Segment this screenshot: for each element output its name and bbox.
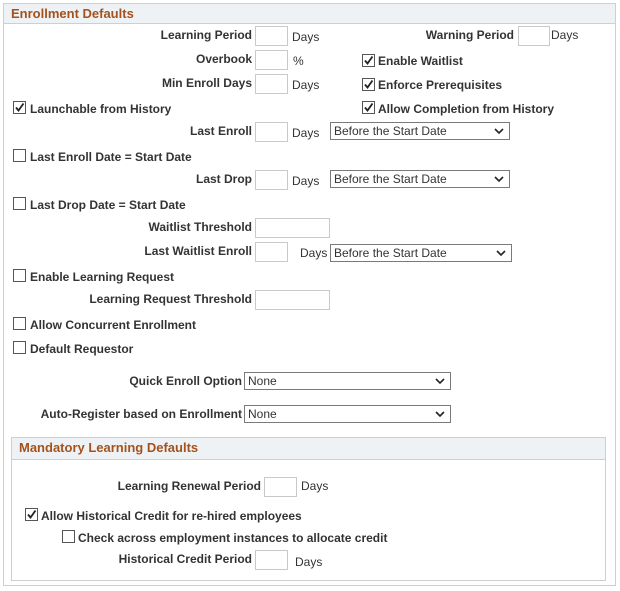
last-drop-label: Last Drop [195,172,252,186]
last-enroll-input[interactable] [255,122,288,142]
quick-enroll-option-label: Quick Enroll Option [129,374,242,388]
warning-period-label: Warning Period [425,28,514,42]
learning-period-input[interactable] [255,26,288,46]
last-drop-date-eq-start-label: Last Drop Date = Start Date [30,198,186,212]
learning-period-unit: Days [292,30,320,44]
enable-waitlist-checkbox[interactable] [362,54,375,67]
allow-completion-from-history-label: Allow Completion from History [378,102,555,116]
default-requestor-checkbox[interactable] [13,341,26,354]
last-waitlist-enroll-label: Last Waitlist Enroll [144,244,252,258]
learning-renewal-period-unit: Days [301,479,329,493]
last-waitlist-enroll-timing-select[interactable] [330,244,512,262]
chevron-down-icon [494,171,504,187]
chevron-down-icon [435,373,445,389]
historical-credit-period-input[interactable] [255,550,288,570]
mandatory-learning-defaults-header: Mandatory Learning Defaults [12,438,605,460]
enable-learning-request-checkbox[interactable] [13,269,26,282]
quick-enroll-option-value: None [248,374,277,388]
launchable-from-history-label: Launchable from History [30,102,172,116]
check-across-employment-label: Check across employment instances to allocate credit [78,531,388,545]
enable-learning-request-label: Enable Learning Request [30,270,175,284]
enable-waitlist-label: Enable Waitlist [378,54,463,68]
check-across-employment-checkbox[interactable] [62,530,75,543]
enrollment-defaults-header: Enrollment Defaults [4,4,615,24]
last-drop-date-eq-start-checkbox[interactable] [13,197,26,210]
last-drop-timing-select[interactable] [330,170,510,188]
overbook-unit: % [293,54,304,68]
warning-period-input[interactable] [518,26,550,46]
last-enroll-unit: Days [292,126,320,140]
allow-completion-from-history-checkbox[interactable] [362,101,375,114]
last-enroll-timing-value: Before the Start Date [334,124,447,138]
historical-credit-period-label: Historical Credit Period [118,552,252,566]
learning-period-label: Learning Period [160,28,252,42]
allow-historical-credit-label: Allow Historical Credit for re-hired employees [41,509,302,523]
learning-renewal-period-label: Learning Renewal Period [117,479,261,493]
min-enroll-days-label: Min Enroll Days [161,76,252,90]
quick-enroll-option-select[interactable] [244,372,451,390]
auto-register-select[interactable] [244,405,451,423]
chevron-down-icon [494,123,504,139]
checkmark-icon [26,509,37,520]
last-enroll-label: Last Enroll [189,124,252,138]
last-waitlist-enroll-timing-value: Before the Start Date [334,246,447,260]
warning-period-unit: Days [551,28,579,42]
allow-concurrent-enrollment-checkbox[interactable] [13,317,26,330]
enforce-prerequisites-checkbox[interactable] [362,78,375,91]
overbook-input[interactable] [255,50,288,70]
last-drop-input[interactable] [255,170,288,190]
last-drop-unit: Days [292,174,320,188]
overbook-label: Overbook [195,52,252,66]
checkmark-icon [363,79,374,90]
waitlist-threshold-input[interactable] [255,218,330,238]
last-drop-timing-value: Before the Start Date [334,172,447,186]
auto-register-label: Auto-Register based on Enrollment [40,407,242,421]
checkmark-icon [363,102,374,113]
checkmark-icon [14,102,25,113]
last-enroll-timing-select[interactable] [330,122,510,140]
min-enroll-days-unit: Days [292,78,320,92]
waitlist-threshold-label: Waitlist Threshold [148,220,252,234]
chevron-down-icon [496,245,506,261]
learning-request-threshold-label: Learning Request Threshold [89,292,252,306]
min-enroll-days-input[interactable] [255,74,288,94]
chevron-down-icon [435,406,445,422]
last-enroll-date-eq-start-checkbox[interactable] [13,149,26,162]
auto-register-value: None [248,407,277,421]
last-enroll-date-eq-start-label: Last Enroll Date = Start Date [30,150,192,164]
default-requestor-label: Default Requestor [30,342,134,356]
allow-historical-credit-checkbox[interactable] [25,508,38,521]
allow-concurrent-enrollment-label: Allow Concurrent Enrollment [30,318,197,332]
learning-renewal-period-input[interactable] [264,477,297,497]
learning-request-threshold-input[interactable] [255,290,330,310]
last-waitlist-enroll-unit: Days [300,246,328,260]
historical-credit-period-unit: Days [295,555,323,569]
launchable-from-history-checkbox[interactable] [13,101,26,114]
checkmark-icon [363,55,374,66]
enforce-prerequisites-label: Enforce Prerequisites [378,78,503,92]
last-waitlist-enroll-input[interactable] [255,242,288,262]
